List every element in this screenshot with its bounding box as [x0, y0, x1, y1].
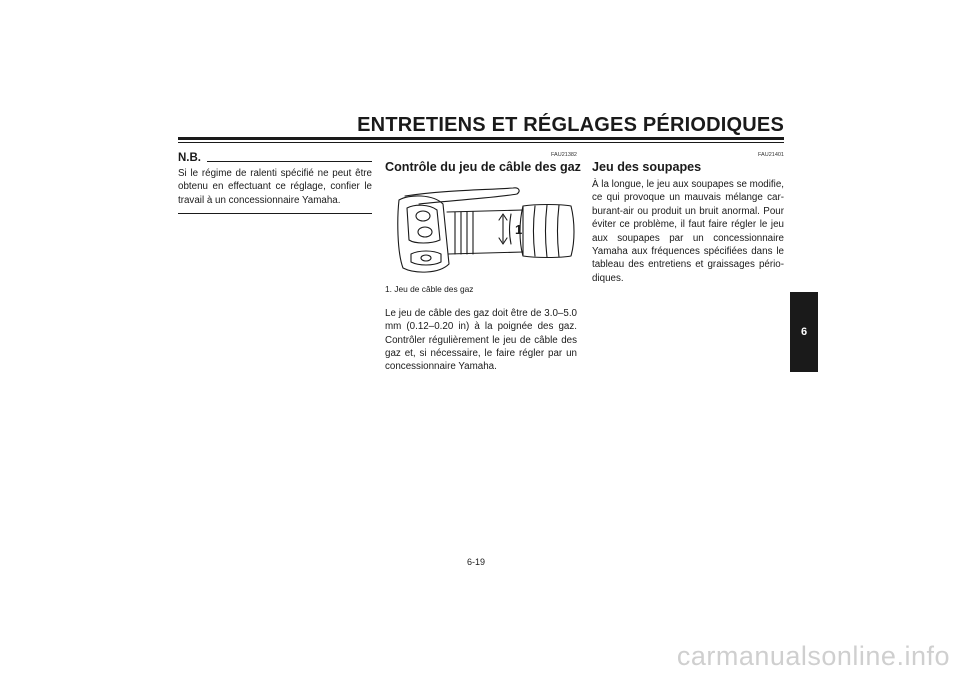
column-throttle-cable [385, 152, 581, 374]
note-title: N.B. [178, 152, 201, 164]
column-note [178, 152, 372, 214]
note-end-rule [178, 213, 372, 214]
title-rule-thick [178, 137, 784, 140]
section-code: FAU21382 [551, 152, 577, 158]
chapter-tab: 6 [790, 292, 818, 372]
title-rule-thin [178, 142, 784, 143]
page-number: 6-19 [467, 557, 486, 567]
section-code: FAU21401 [758, 152, 784, 158]
column-valve-clearance [592, 152, 784, 285]
section-title-valve-clearance: Jeu des soupapes [592, 160, 702, 174]
note-text: Si le régime de ralenti spécifié ne peut être obtenu en effectuant ce réglage, confier le travail à un concessionnaire Yamaha. [178, 168, 372, 206]
figure-callout-label: 1 [515, 222, 523, 237]
figure-caption: 1. Jeu de câble des gaz [385, 284, 474, 295]
section-title-throttle-cable: Contrôle du jeu de câble des gaz [385, 160, 581, 174]
page-title: ENTRETIENS ET RÉGLAGES PÉRIODIQUES [357, 114, 784, 136]
note-header [178, 152, 372, 165]
throttle-grip-illustration [385, 182, 577, 278]
note-header-rule [207, 161, 372, 162]
watermark: carmanualsonline.info [676, 641, 950, 671]
throttle-cable-text: Le jeu de câble des gaz doit être de 3.0–5.0 mm (0.12–0.20 in) à la poignée des gaz. Contrôler régulièrement le jeu de câble des gaz et, si nécessaire, le faire régler par un concessionnaire Yamaha. [385, 307, 577, 373]
valve-clearance-text: À la longue, le jeu aux soupapes se modifie, ce qui provoque un mauvais mélange car-burant-air ou produit un bruit anormal. Pour éviter ce problème, il faut faire régler le jeu aux soupapes par un concessionnaire Yamaha aux fréquences spécifiées dans le tableau des entretiens et graissages pério-diques. [592, 179, 784, 284]
